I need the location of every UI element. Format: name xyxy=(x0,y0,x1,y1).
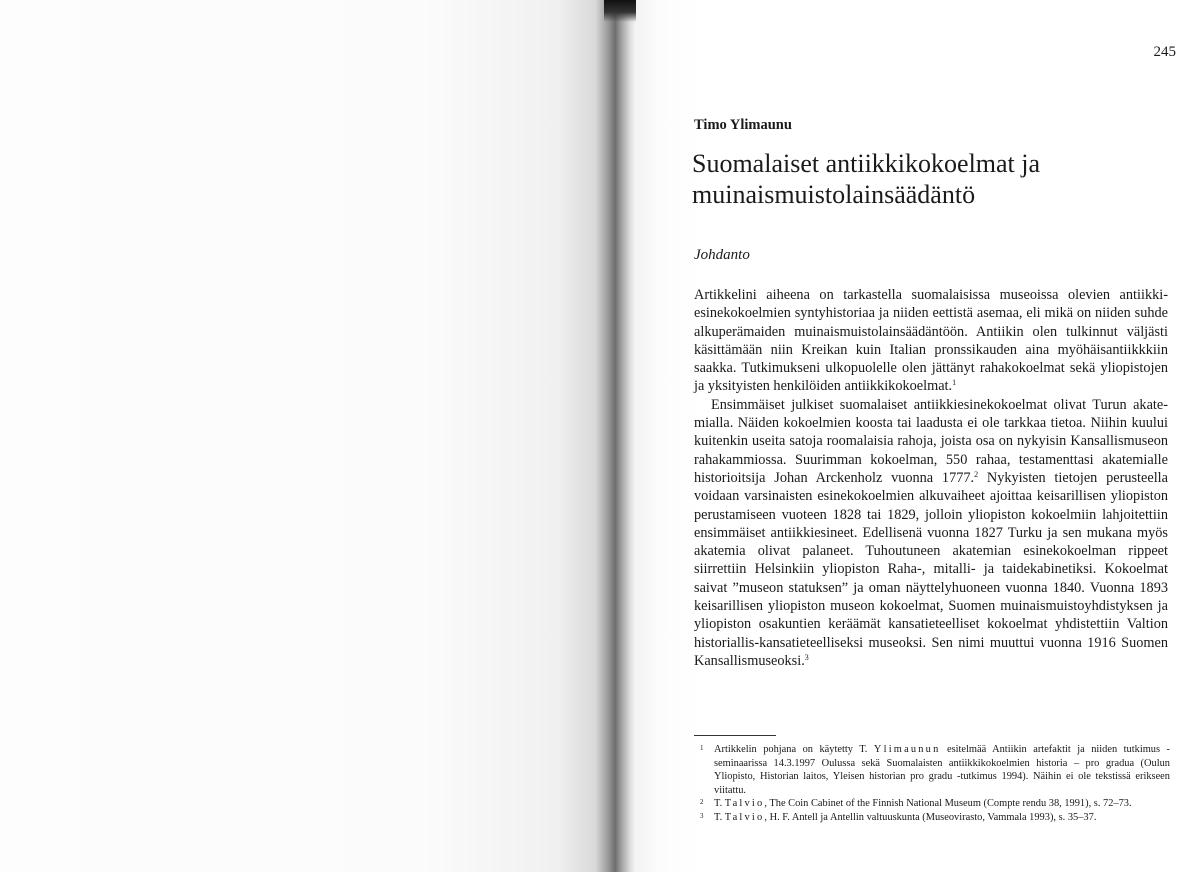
footnote-text: , H. F. Antell ja Antellin valtuuskunta (Museovirasto, Vammala 1993), s. 35–37. xyxy=(764,811,1097,823)
paragraph-1-text: Artikkelini aiheena on tarkastella suomalaisissa museoissa olevien antiikkiesinekokoelmien syntyhistoriaa ja niiden eettistä asemaa, eli mikä on niiden suhde alkuperämaiden muinaismuistolainsäädäntöön. Antiikin olen tulkinnut väljästi käsittämään niin Kreikan kuin Italian pronssikauden aina myöhäisantiikkkiin saakka. Tutkimukseni ulkopuolelle olen jättänyt rahakokoelmat sekä yliopistojen ja yksityisten henkilöiden antiikkikokoelmat. xyxy=(694,287,1168,395)
footnote-text: T. xyxy=(714,811,725,823)
footnote-text: Artikkelin pohjana on käytetty T. xyxy=(714,744,874,755)
footnote-3 xyxy=(694,811,1170,825)
paragraph-2-text-a: Ensimmäiset julkiset suomalaiset antiikkiesinekokoelmat olivat Turun akatemialla. Näiden kokoelmien koosta tai laadusta ei ole tarkkaa tietoa. Niihin kuului kuitenkin useita satoja roomalaisia rahoja, joista osa on nykyisin Kansallismuseon rahakammiossa. Suurimman kokoelman, 550 rahaa, testamenttasi akatemialle historioitsija Johan Arckenholz vuonna 1777. xyxy=(694,396,1168,486)
footnote-author: Talvio xyxy=(724,811,765,823)
footnote-ref-1: 1 xyxy=(952,378,957,388)
footnote-author: Talvio xyxy=(724,798,765,809)
paragraph-2 xyxy=(694,396,1168,670)
page-number: 245 xyxy=(1153,44,1176,60)
footnote-ref-2: 2 xyxy=(974,469,979,479)
article-body xyxy=(694,286,1168,670)
section-heading: Johdanto xyxy=(694,247,750,263)
article-title: Suomalaiset antiikkikokoelmat ja muinaismuistolainsäädäntö xyxy=(692,149,1041,209)
footnotes xyxy=(694,743,1170,824)
paragraph-2-text-b: Nykyisten tietojen perusteella voidaan varsinaisten esinekokoelmien alkuvaiheet ajoittaa keisarillisen yliopiston perustamiseen vuoteen 1828 tai 1829, jolloin yliopiston kokoelmiin lahjoitettiin ensimmäiset antiikkiesineet. Edellisenä vuonna 1827 Turku ja sen mukana myös akatemia olivat palaneet. Tuhoutuneen akatemian esinekokoelman rippeet siirrettiin Helsinkiin yliopiston Raha-, mitalli- ja taidekabinetiksi. Kokoelmat saivat ”museon statuksen” ja oman näyttelyhuoneen vuonna 1840. Vuonna 1893 keisarillisen yliopiston museon kokoelmat, Suomen muinaismuistoyhdistyksen ja yliopiston osakuntien keräämät kansatieteelliset kokoelmat yhdistettiin Valtion historiallis-kansatieteelliseksi museoksi. Sen nimi muuttui vuonna 1916 Suomen Kansallismuseoksi. xyxy=(694,469,1169,669)
footnote-1 xyxy=(694,743,1170,797)
footnote-separator xyxy=(694,735,776,736)
footnote-marker: 2 xyxy=(700,798,704,806)
footnote-2 xyxy=(694,797,1170,811)
footnote-ref-3: 3 xyxy=(804,652,809,662)
author-name: Timo Ylimaunu xyxy=(694,117,792,133)
footnote-text: T. xyxy=(714,798,725,809)
footnote-text: esitelmää Antiikin artefaktit ja niiden tutkimus -seminaarissa 14.3.1997 Oulussa sekä Suomalaisten antiikkikokoelmien historia – pro gradua (Oulun Yliopisto, Historian laitos, Yleisen historian pro gradu -tutkimus 1994). Näihin ei ole tekstissä erikseen viitattu. xyxy=(714,744,1170,796)
footnote-author: Ylimaunun xyxy=(873,744,941,755)
book-spine-shadow xyxy=(596,0,636,872)
footnote-marker: 1 xyxy=(700,744,704,752)
book-spine-top-edge xyxy=(604,0,636,22)
footnote-marker: 3 xyxy=(700,811,704,820)
paragraph-1 xyxy=(694,286,1168,396)
footnote-text: , The Coin Cabinet of the Finnish National Museum (Compte rendu 38, 1991), s. 72–73. xyxy=(764,798,1132,809)
